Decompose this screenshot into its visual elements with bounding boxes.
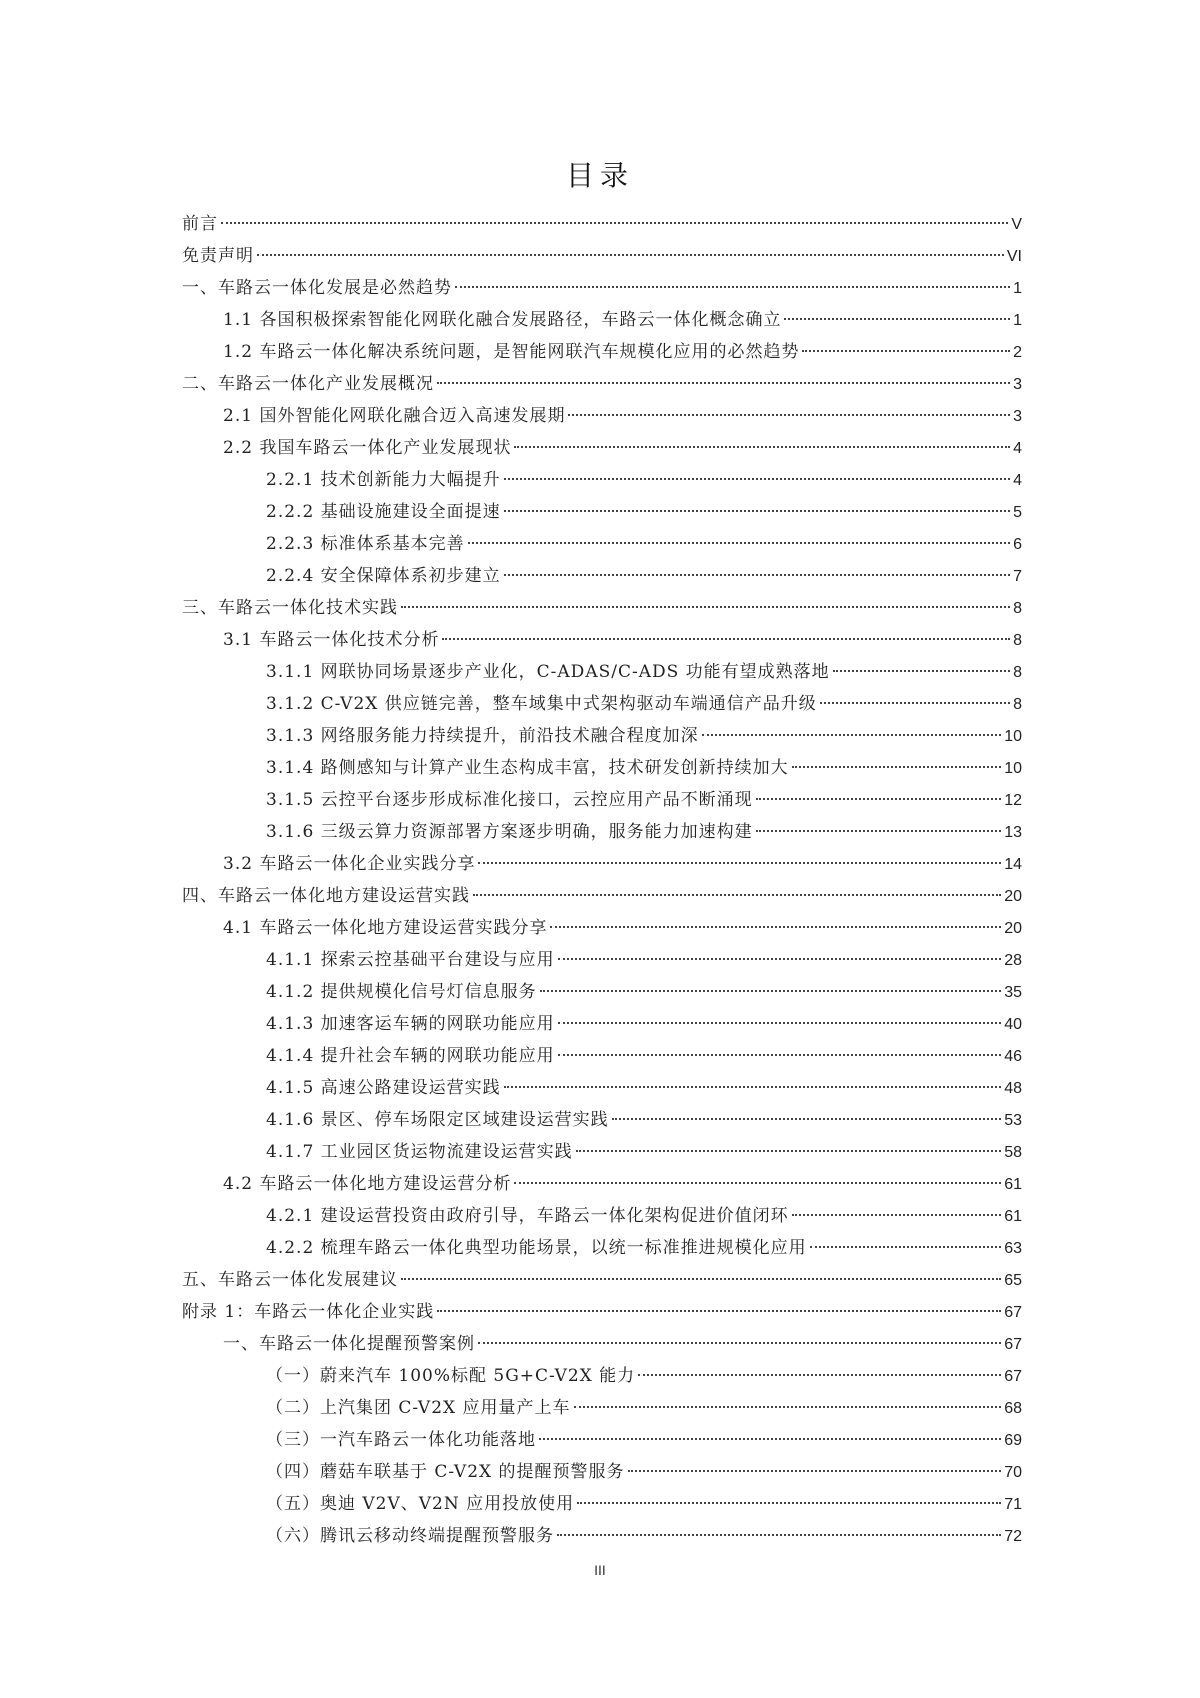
toc-entry[interactable] xyxy=(182,848,1022,880)
dot-leader xyxy=(401,605,1010,608)
toc-entry[interactable] xyxy=(182,1008,1022,1040)
toc-entry-page: 72 xyxy=(1004,1528,1022,1545)
toc-entry-page: 3 xyxy=(1013,408,1022,425)
dot-leader xyxy=(478,1341,1001,1344)
toc-entry-label: 3.1.1 网联协同场景逐步产业化，C-ADAS/C-ADS 功能有望成熟落地 xyxy=(266,662,830,682)
toc-entry-page: 67 xyxy=(1004,1336,1022,1353)
toc-entry[interactable] xyxy=(182,1168,1022,1200)
dot-leader xyxy=(792,765,1002,768)
toc-entry[interactable] xyxy=(182,272,1022,304)
page-number: III xyxy=(594,1562,606,1578)
dot-leader xyxy=(401,1277,1001,1280)
dot-leader xyxy=(468,541,1010,544)
toc-entry-label: 4.1.4 提升社会车辆的网联功能应用 xyxy=(266,1046,555,1066)
toc-entry[interactable] xyxy=(182,368,1022,400)
dot-leader xyxy=(802,349,1010,352)
toc-entry[interactable] xyxy=(182,432,1022,464)
toc-entry-label: 4.2.1 建设运营投资由政府引导，车路云一体化架构促进价值闭环 xyxy=(266,1206,789,1226)
toc-entry-page: 68 xyxy=(1004,1400,1022,1417)
dot-leader xyxy=(810,1245,1002,1248)
toc-entry-page: 5 xyxy=(1013,504,1022,521)
dot-leader xyxy=(437,1309,1001,1312)
toc-entry[interactable] xyxy=(182,1360,1022,1392)
toc-entry-page: 20 xyxy=(1004,888,1022,905)
toc-entry[interactable] xyxy=(182,1424,1022,1456)
toc-entry-label: 4.1 车路云一体化地方建设运营实践分享 xyxy=(223,918,548,938)
toc-entry-page: 13 xyxy=(1004,824,1022,841)
toc-entry-label: 2.1 国外智能化网联化融合迈入高速发展期 xyxy=(223,406,566,426)
dot-leader xyxy=(558,1053,1002,1056)
toc-entry-label: 4.1.2 提供规模化信号灯信息服务 xyxy=(266,982,537,1002)
toc-entry-label: 2.2.2 基础设施建设全面提速 xyxy=(266,502,501,522)
toc-entry-page: V xyxy=(1011,216,1022,233)
toc-entry-label: 二、车路云一体化产业发展概况 xyxy=(182,374,434,394)
dot-leader xyxy=(504,1085,1002,1088)
toc-entry-label: 4.2.2 梳理车路云一体化典型功能场景，以统一标准推进规模化应用 xyxy=(266,1238,807,1258)
dot-leader xyxy=(257,253,1004,256)
toc-entry-page: 53 xyxy=(1004,1112,1022,1129)
toc-entry-label: 4.1.5 高速公路建设运营实践 xyxy=(266,1078,501,1098)
toc-entry-label: 一、车路云一体化提醒预警案例 xyxy=(223,1334,475,1354)
toc-entry-page: 20 xyxy=(1004,920,1022,937)
toc-entry[interactable] xyxy=(182,976,1022,1008)
toc-entry[interactable] xyxy=(182,496,1022,528)
toc-entry-label: （六）腾讯云移动终端提醒预警服务 xyxy=(266,1526,554,1546)
toc-entry[interactable] xyxy=(182,336,1022,368)
toc-entry-label: 四、车路云一体化地方建设运营实践 xyxy=(182,886,470,906)
toc-entry-page: 48 xyxy=(1004,1080,1022,1097)
dot-leader xyxy=(455,285,1010,288)
dot-leader xyxy=(478,861,1001,864)
toc-entry[interactable] xyxy=(182,1136,1022,1168)
toc-entry-page: 46 xyxy=(1004,1048,1022,1065)
toc-entry[interactable] xyxy=(182,560,1022,592)
dot-leader xyxy=(221,221,1008,224)
toc-entry-label: 三、车路云一体化技术实践 xyxy=(182,598,398,618)
toc-entry[interactable] xyxy=(182,944,1022,976)
dot-leader xyxy=(540,989,1002,992)
toc-entry[interactable] xyxy=(182,1040,1022,1072)
toc-entry-label: 3.1 车路云一体化技术分析 xyxy=(223,630,440,650)
toc-entry-label: 2.2.1 技术创新能力大幅提升 xyxy=(266,470,501,490)
toc-entry-label: 4.1.3 加速客运车辆的网联功能应用 xyxy=(266,1014,555,1034)
dot-leader xyxy=(833,669,1010,672)
toc-entry-label: 4.1.6 景区、停车场限定区域建设运营实践 xyxy=(266,1110,609,1130)
toc-entry[interactable] xyxy=(182,400,1022,432)
toc-entry-page: 61 xyxy=(1004,1176,1022,1193)
toc-entry-label: 免责声明 xyxy=(182,246,254,266)
toc-entry-page: 2 xyxy=(1013,344,1022,361)
toc-entry[interactable] xyxy=(182,1392,1022,1424)
dot-leader xyxy=(577,1501,1001,1504)
toc-entry-page: VI xyxy=(1006,248,1022,265)
dot-leader xyxy=(550,925,1001,928)
toc-entry-label: 4.1.1 探索云控基础平台建设与应用 xyxy=(266,950,555,970)
dot-leader xyxy=(558,1021,1002,1024)
toc-entry-label: 3.1.2 C-V2X 供应链完善，整车域集中式架构驱动车端通信产品升级 xyxy=(266,694,817,714)
toc-entry[interactable] xyxy=(182,1104,1022,1136)
toc-entry[interactable] xyxy=(182,1488,1022,1520)
toc-entry-page: 71 xyxy=(1004,1496,1022,1513)
toc-entry[interactable] xyxy=(182,720,1022,752)
toc-entry-page: 8 xyxy=(1013,696,1022,713)
dot-leader xyxy=(539,1437,1001,1440)
dot-leader xyxy=(638,1373,1001,1376)
toc-entry[interactable] xyxy=(182,304,1022,336)
toc-entry[interactable] xyxy=(182,1200,1022,1232)
toc-entry[interactable] xyxy=(182,880,1022,912)
toc-entry-page: 61 xyxy=(1004,1208,1022,1225)
toc-entry[interactable] xyxy=(182,208,1022,240)
toc-entry-label: 3.1.4 路侧感知与计算产业生态构成丰富，技术研发创新持续加大 xyxy=(266,758,789,778)
toc-entry-label: （一）蔚来汽车 100%标配 5G+C-V2X 能力 xyxy=(266,1366,636,1386)
toc-entry-label: （五）奥迪 V2V、V2N 应用投放使用 xyxy=(266,1494,575,1514)
toc-entry-page: 65 xyxy=(1004,1272,1022,1289)
toc-entry-page: 63 xyxy=(1004,1240,1022,1257)
toc-entry-page: 28 xyxy=(1004,952,1022,969)
toc-entry-label: 3.1.3 网络服务能力持续提升，前沿技术融合程度加深 xyxy=(266,726,699,746)
toc-entry[interactable] xyxy=(182,688,1022,720)
toc-entry-page: 40 xyxy=(1004,1016,1022,1033)
toc-entry-label: 2.2 我国车路云一体化产业发展现状 xyxy=(223,438,512,458)
toc-entry[interactable] xyxy=(182,656,1022,688)
table-of-contents xyxy=(182,208,1022,1552)
toc-entry-page: 58 xyxy=(1004,1144,1022,1161)
dot-leader xyxy=(442,637,1010,640)
toc-entry-page: 7 xyxy=(1013,568,1022,585)
toc-entry-label: 2.2.4 安全保障体系初步建立 xyxy=(266,566,501,586)
dot-leader xyxy=(612,1117,1002,1120)
toc-entry-page: 12 xyxy=(1004,792,1022,809)
toc-entry-label: 2.2.3 标准体系基本完善 xyxy=(266,534,465,554)
toc-entry-page: 3 xyxy=(1013,376,1022,393)
toc-entry[interactable] xyxy=(182,1296,1022,1328)
toc-entry-page: 6 xyxy=(1013,536,1022,553)
dot-leader xyxy=(756,797,1002,800)
toc-entry-label: （四）蘑菇车联基于 C-V2X 的提醒预警服务 xyxy=(266,1462,625,1482)
toc-entry[interactable] xyxy=(182,1264,1022,1296)
toc-entry-label: （二）上汽集团 C-V2X 应用量产上车 xyxy=(266,1398,571,1418)
dot-leader xyxy=(504,573,1010,576)
toc-entry-page: 1 xyxy=(1013,312,1022,329)
toc-entry[interactable] xyxy=(182,784,1022,816)
toc-entry-page: 8 xyxy=(1013,632,1022,649)
toc-entry-label: 一、车路云一体化发展是必然趋势 xyxy=(182,278,452,298)
toc-entry[interactable] xyxy=(182,1232,1022,1264)
toc-entry-page: 4 xyxy=(1013,472,1022,489)
dot-leader xyxy=(504,477,1010,480)
toc-entry-page: 8 xyxy=(1013,664,1022,681)
toc-entry-page: 67 xyxy=(1004,1368,1022,1385)
toc-entry-page: 69 xyxy=(1004,1432,1022,1449)
dot-leader xyxy=(473,893,1001,896)
toc-entry-label: 1.1 各国积极探索智能化网联化融合发展路径，车路云一体化概念确立 xyxy=(223,310,782,330)
dot-leader xyxy=(557,1533,1001,1536)
dot-leader xyxy=(784,317,1010,320)
toc-entry-label: 1.2 车路云一体化解决系统问题，是智能网联汽车规模化应用的必然趋势 xyxy=(223,342,800,362)
toc-entry[interactable] xyxy=(182,464,1022,496)
toc-entry[interactable] xyxy=(182,1072,1022,1104)
toc-entry[interactable] xyxy=(182,1328,1022,1360)
dot-leader xyxy=(820,701,1010,704)
dot-leader xyxy=(576,1149,1002,1152)
toc-entry-page: 4 xyxy=(1013,440,1022,457)
toc-entry-page: 70 xyxy=(1004,1464,1022,1481)
toc-entry-label: 3.1.6 三级云算力资源部署方案逐步明确，服务能力加速构建 xyxy=(266,822,753,842)
toc-entry-label: 3.2 车路云一体化企业实践分享 xyxy=(223,854,476,874)
toc-entry-label: （三）一汽车路云一体化功能落地 xyxy=(266,1430,536,1450)
dot-leader xyxy=(437,381,1010,384)
toc-entry-page: 14 xyxy=(1004,856,1022,873)
dot-leader xyxy=(504,509,1010,512)
dot-leader xyxy=(514,445,1010,448)
dot-leader xyxy=(558,957,1002,960)
dot-leader xyxy=(568,413,1010,416)
toc-entry-page: 10 xyxy=(1004,728,1022,745)
toc-entry[interactable] xyxy=(182,624,1022,656)
dot-leader xyxy=(628,1469,1002,1472)
toc-entry-label: 3.1.5 云控平台逐步形成标准化接口，云控应用产品不断涌现 xyxy=(266,790,753,810)
toc-entry[interactable] xyxy=(182,912,1022,944)
toc-entry[interactable] xyxy=(182,1456,1022,1488)
dot-leader xyxy=(514,1181,1001,1184)
toc-entry[interactable] xyxy=(182,592,1022,624)
dot-leader xyxy=(702,733,1002,736)
dot-leader xyxy=(574,1405,1002,1408)
page-title: 目录 xyxy=(565,159,634,192)
toc-entry-label: 附录 1：车路云一体化企业实践 xyxy=(182,1302,435,1322)
toc-entry-label: 4.2 车路云一体化地方建设运营分析 xyxy=(223,1174,512,1194)
toc-entry[interactable] xyxy=(182,528,1022,560)
toc-entry[interactable] xyxy=(182,816,1022,848)
dot-leader xyxy=(756,829,1002,832)
toc-entry[interactable] xyxy=(182,1520,1022,1552)
toc-entry[interactable] xyxy=(182,752,1022,784)
toc-entry-page: 1 xyxy=(1013,280,1022,297)
toc-entry-page: 35 xyxy=(1004,984,1022,1001)
toc-entry-page: 67 xyxy=(1004,1304,1022,1321)
dot-leader xyxy=(792,1213,1002,1216)
toc-entry-label: 五、车路云一体化发展建议 xyxy=(182,1270,398,1290)
toc-entry-page: 8 xyxy=(1013,600,1022,617)
toc-entry-page: 10 xyxy=(1004,760,1022,777)
toc-entry-label: 前言 xyxy=(182,214,218,234)
toc-entry[interactable] xyxy=(182,240,1022,272)
toc-entry-label: 4.1.7 工业园区货运物流建设运营实践 xyxy=(266,1142,573,1162)
